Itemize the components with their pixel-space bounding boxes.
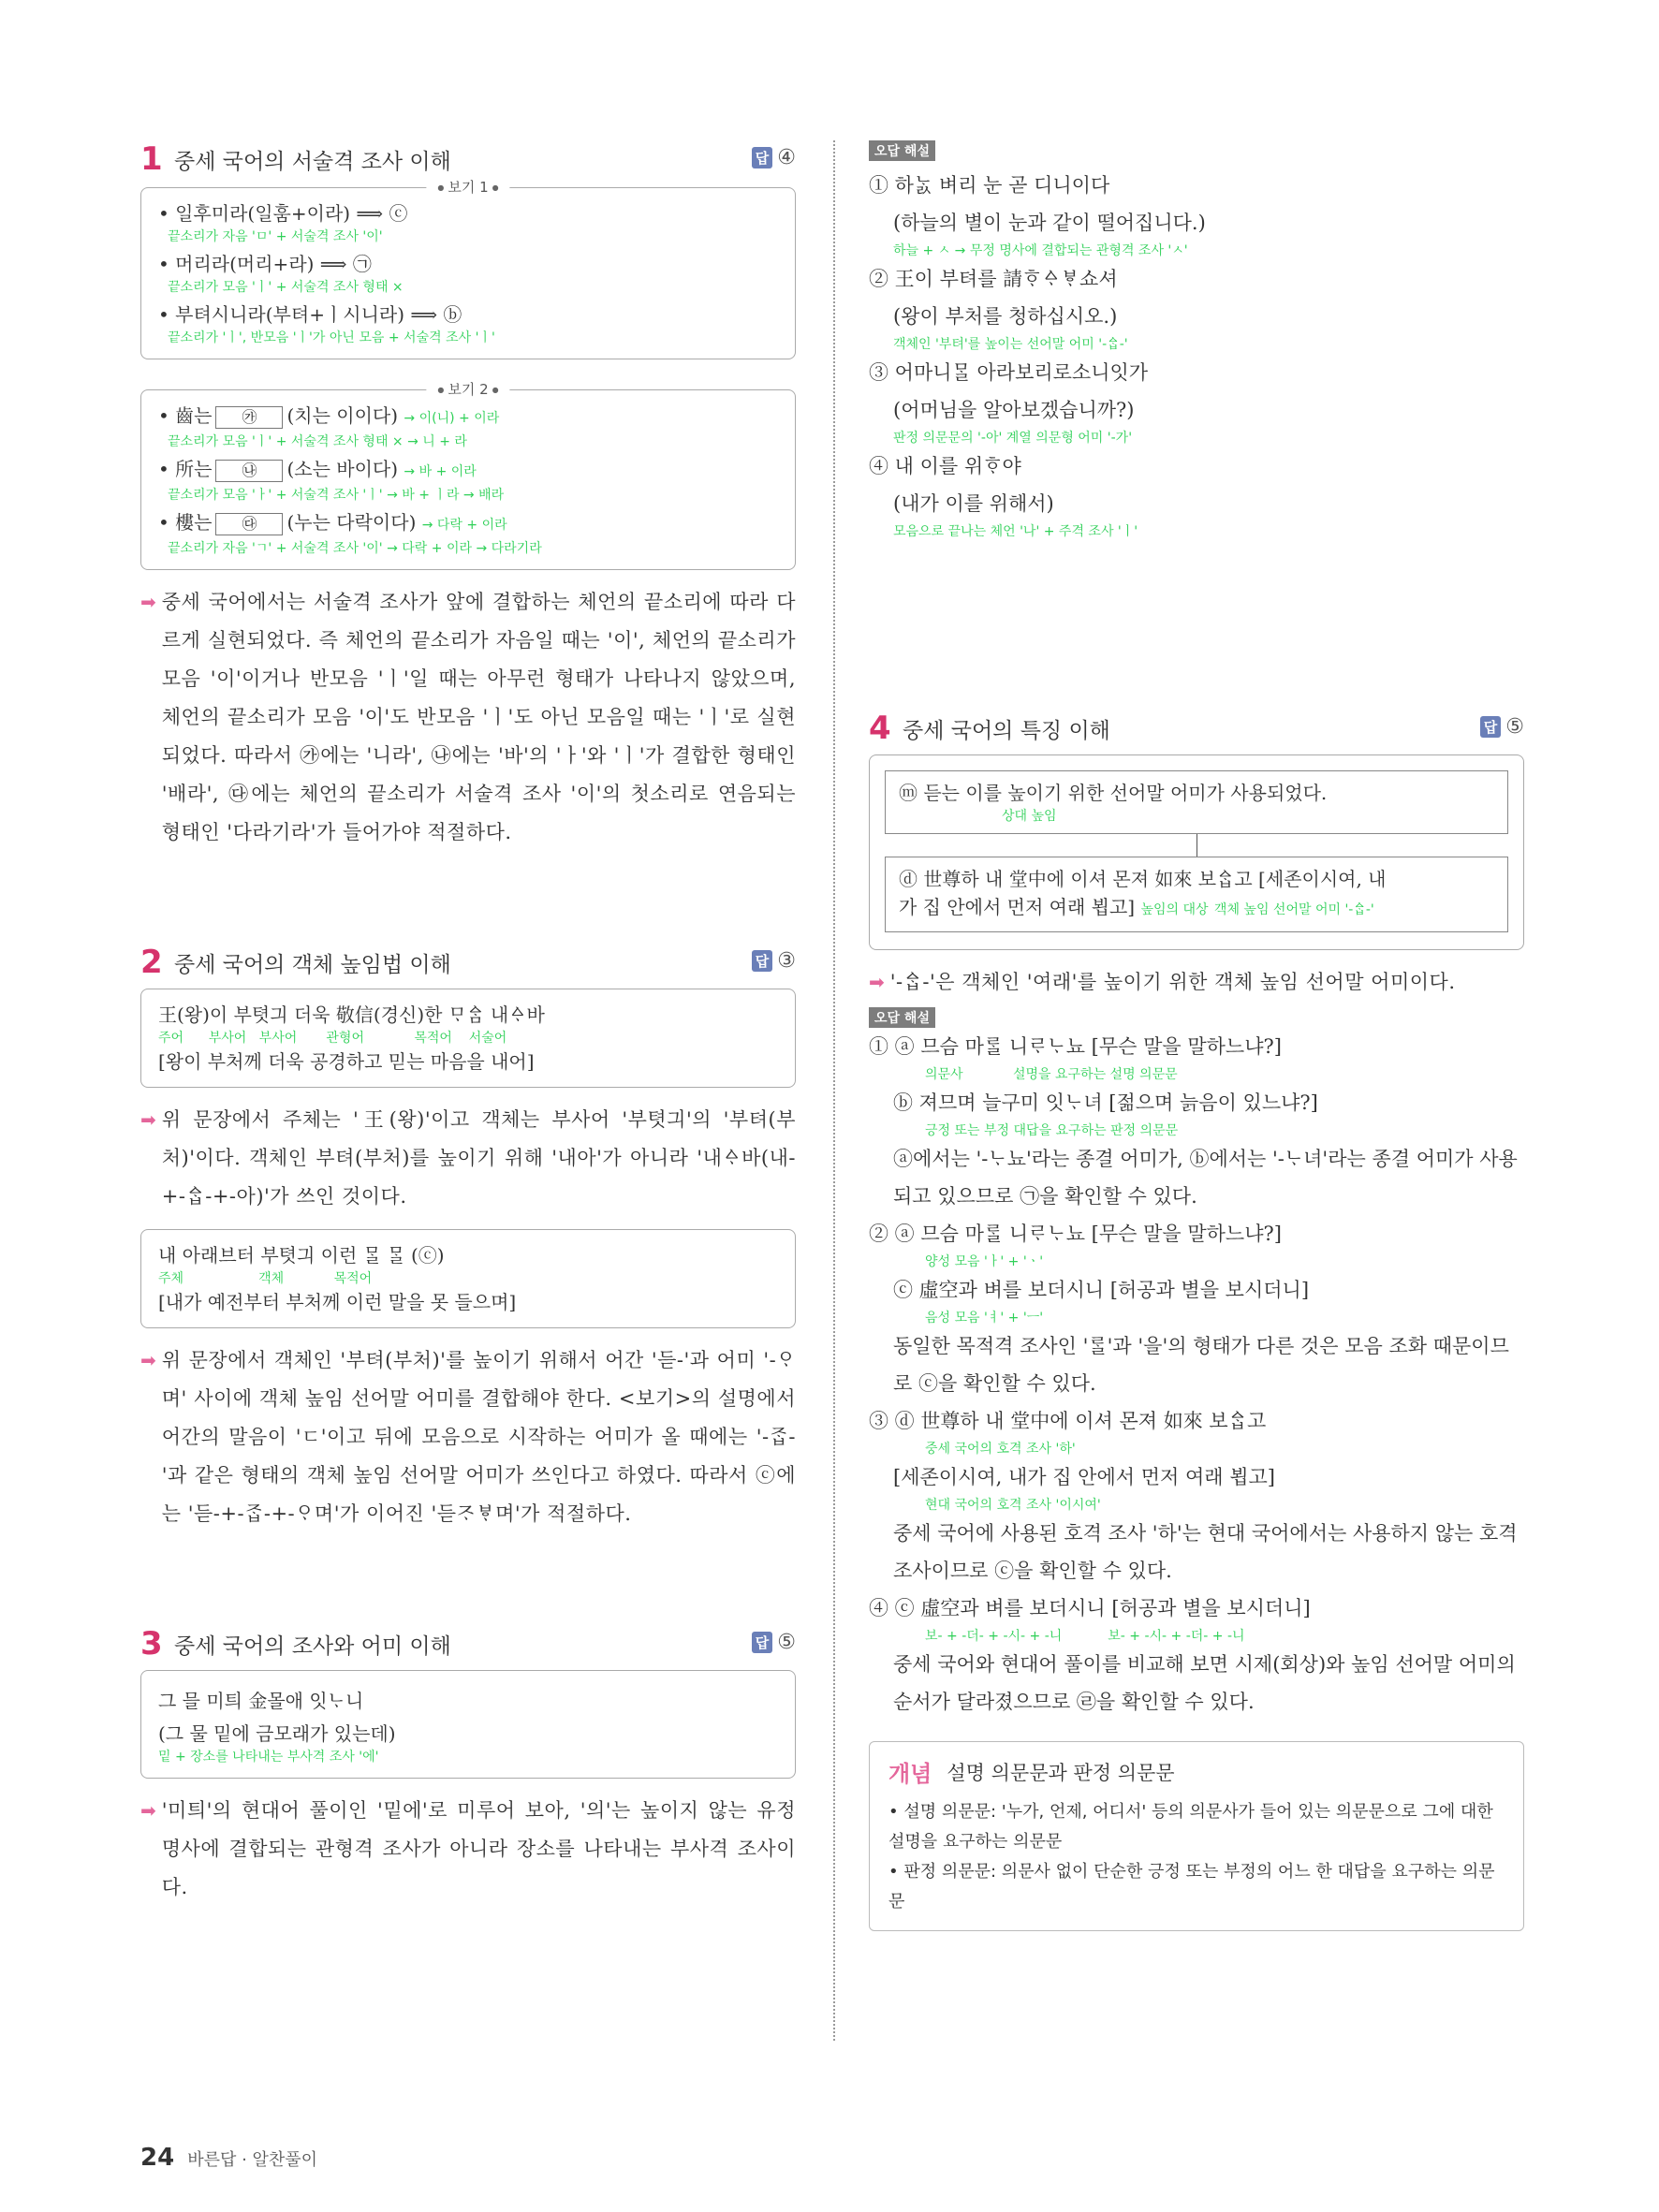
diagram-box xyxy=(869,754,1524,950)
blank-box: ㉰ xyxy=(215,513,283,535)
book-title: 바른답 · 알찬풀이 xyxy=(187,2150,318,2170)
line-prefix: • 所는 xyxy=(158,458,213,480)
explanation-3 xyxy=(140,1792,796,1907)
green-note: 밑 + 장소를 나타내는 부사격 조사 '에' xyxy=(158,1750,379,1765)
explanation-4 xyxy=(869,963,1524,1002)
explanation-text: 위 문장에서 주체는 '王(왕)'이고 객체는 부사어 '부텻긔'의 '부텨(부처)'이다. 객체인 부텨(부처)를 높이기 위해 '내아'가 아니라 '내ᅀᆞ바(내-+-ᅀᆞᆸ-+-아)'가 쓰인 것이다. xyxy=(161,1108,796,1208)
list-item-para: 동일한 목적격 조사인 'ᄅᆞᆯ'과 '을'의 형태가 다른 것은 모음 조화 때문이므로 ⓒ을 확인할 수 있다. xyxy=(893,1335,1509,1395)
example-line xyxy=(158,402,778,432)
section-number: 1 xyxy=(140,140,163,178)
concept-bullet: • 설명 의문문: '누가, 언제, 어디서' 등의 의문사가 들어 있는 의문문으로 그에 대한 설명을 요구하는 의문문 xyxy=(888,1802,1493,1852)
explanation-1 xyxy=(140,583,796,852)
box-label: ● 보기 1 ● xyxy=(426,177,509,197)
list-item: ① ⓐ 므슴 마ᄅᆞᆯ 니ᄅᆞᄂᆞ뇨 [무슨 말을 말하느냐?] xyxy=(869,1035,1282,1058)
answer-value: ④ xyxy=(777,146,796,169)
section-title: 중세 국어의 서술격 조사 이해 xyxy=(174,149,451,174)
green-note: 끝소리가 자음 'ㅁ' + 서술격 조사 '이' xyxy=(168,229,383,244)
answer-badge xyxy=(752,949,796,973)
blank-box: ㉮ xyxy=(215,406,283,429)
concept-body xyxy=(888,1797,1505,1917)
translation: (하늘의 별이 눈과 같이 떨어집니다.) xyxy=(893,212,1206,234)
explanation-text: '-ᅀᆞᆸ-'은 객체인 '여래'를 높이기 위한 객체 높임 선어말 어미이다. xyxy=(889,971,1456,993)
page-number: 24 xyxy=(140,2144,175,2172)
section-3-header xyxy=(140,1623,796,1664)
example-box xyxy=(140,1229,796,1328)
left-column xyxy=(140,139,796,1907)
green-note: 상대 높임 xyxy=(1002,809,1057,824)
column-divider xyxy=(833,140,835,2041)
explanation-text: '미틔'의 현대어 풀이인 '밑에'로 미루어 보아, '의'는 높이지 않는 유정 명사에 결합되는 관형격 조사가 아니라 장소를 나타내는 부사격 조사이다. xyxy=(161,1799,796,1898)
wrong-answer-list xyxy=(869,167,1524,541)
section-number: 4 xyxy=(869,710,891,747)
example-box xyxy=(140,1670,796,1779)
green-note: 긍정 또는 부정 대답을 요구하는 판정 의문문 xyxy=(925,1123,1179,1138)
green-note: 하늘 + ㅅ → 무정 명사에 결합되는 관형격 조사 'ㅅ' xyxy=(893,243,1188,258)
answer-badge xyxy=(752,1631,796,1654)
list-item: ③ ⓓ 世尊하 내 堂中에 이셔 몬져 如來 보ᅀᆞᆸ고 xyxy=(869,1410,1267,1432)
example-line xyxy=(899,893,1494,924)
green-note: 모음으로 끝나는 체언 '나' + 주격 조사 'ㅣ' xyxy=(893,524,1138,539)
explanation-2a xyxy=(140,1101,796,1216)
green-note: 중세 국어의 호격 조사 '하' xyxy=(925,1442,1076,1457)
section-title: 중세 국어의 조사와 어미 이해 xyxy=(174,1633,451,1659)
section-1-header xyxy=(140,139,796,180)
answer-tag: 답 xyxy=(752,950,773,972)
wrong-answer-list xyxy=(869,1028,1524,1721)
statement: ⓜ 듣는 이를 높이기 위한 선어말 어미가 사용되었다. xyxy=(899,782,1328,804)
list-item: ④ ⓒ 虛空과 벼를 보더시니 [허공과 별을 보시더니] xyxy=(869,1597,1311,1619)
example-box-2 xyxy=(140,381,796,570)
green-note: 보- + -더- + -시- + -니 보- + -시- + -더- + -니 xyxy=(925,1629,1245,1644)
arrow-icon: ➡ xyxy=(869,971,885,993)
line-prefix: • 齒는 xyxy=(158,404,213,427)
translation: (그 물 밑에 금모래가 있는데) xyxy=(158,1722,396,1745)
line-prefix: • 樓는 xyxy=(158,511,213,534)
page-footer xyxy=(140,2144,317,2172)
green-inline-note: → 다락 + 이라 xyxy=(421,518,507,533)
section-4-header xyxy=(869,708,1524,749)
list-item: ② ⓐ 므슴 마ᄅᆞᆯ 니ᄅᆞᄂᆞ뇨 [무슨 말을 말하느냐?] xyxy=(869,1223,1282,1245)
green-note: 객체인 '부텨'를 높이는 선어말 어미 '-ᅀᆞᆸ-' xyxy=(893,337,1128,352)
section-number: 3 xyxy=(140,1625,163,1663)
green-note: 끝소리가 모음 'ㅣ' + 서술격 조사 형태 × → 니 + 라 xyxy=(168,434,467,449)
list-item: ⓑ 져므며 늘구미 잇ᄂᆞ녀 [젊으며 늙음이 있느냐?] xyxy=(893,1091,1318,1114)
green-note: 높임의 대상 xyxy=(1140,902,1209,917)
wrong-answer-badge: 오답 해설 xyxy=(869,1007,935,1028)
list-item-para: 중세 국어에 사용된 호격 조사 '하'는 현대 국어에서는 사용하지 않는 호격 조사이므로 ⓒ을 확인할 수 있다. xyxy=(893,1522,1518,1582)
concept-icon: 개념 xyxy=(888,1761,932,1787)
section-title: 중세 국어의 객체 높임법 이해 xyxy=(174,952,451,977)
line-gloss: (소는 바이다) xyxy=(286,458,399,480)
list-item: ④ 내 이를 위ᄒᆞ야 xyxy=(869,455,1021,477)
example-line: • 일후미라(일훔+이라) ⟹ ⓒ xyxy=(158,202,408,225)
section-number: 2 xyxy=(140,944,163,981)
answer-value: ③ xyxy=(777,949,796,973)
green-note: 끝소리가 'ㅣ', 반모음 'ㅣ'가 아닌 모음 + 서술격 조사 'ㅣ' xyxy=(168,330,495,345)
example-line: 그 믈 미틔 金몰애 잇ᄂᆞ니 xyxy=(158,1690,364,1712)
example-box xyxy=(140,989,796,1088)
green-note: 주어 부사어 부사어 관형어 목적어 서술어 xyxy=(158,1031,507,1046)
explanation-text: 중세 국어에서는 서술격 조사가 앞에 결합하는 체언의 끝소리에 따라 다르게 실현되었다. 즉 체언의 끝소리가 자음일 때는 '이', 체언의 끝소리가 모음 '이'이거나 반모음 'ㅣ'일 때는 아무런 형태가 나타나지 않았으며, 체언의 끝소리가 모음 '이'도 반모음 'ㅣ'도 아닌 모음일 때는 'ㅣ'로 실현되었다. 따라서 ㉮에는 '니라', ㉯에는 '바'의 'ㅏ'와 'ㅣ'가 결합한 형태인 '배라', ㉰에는 체언의 끝소리가 서술격 조사 '이'의 첫소리로 연음되는 형태인 '다라기라'가 들어가야 적절하다. xyxy=(161,591,796,843)
answer-badge xyxy=(1480,715,1524,739)
wrong-answer-badge: 오답 해설 xyxy=(869,140,935,161)
arrow-icon: ➡ xyxy=(140,1799,156,1822)
green-note: 음성 모음 'ㅕ' + 'ㅡ' xyxy=(925,1311,1044,1326)
line-gloss: (치는 이이다) xyxy=(286,404,399,427)
green-note: 주체 객체 목적어 xyxy=(158,1271,373,1286)
example-line: 王(왕)이 부텻긔 더욱 敬信(경신)한 ᄆᆞᅀᆞᆷ 내ᅀᆞ바 xyxy=(158,1003,545,1026)
green-note: 끝소리가 모음 'ㅣ' + 서술격 조사 형태 × xyxy=(168,280,404,295)
answer-value: ⑤ xyxy=(777,1631,796,1654)
green-note: 양성 모음 'ㅏ' + 'ㆍ' xyxy=(925,1254,1044,1269)
box-label: ● 보기 2 ● xyxy=(426,379,509,399)
green-note: 의문사 설명을 요구하는 설명 의문문 xyxy=(925,1067,1178,1082)
example-line xyxy=(158,508,778,539)
explanation-text: 위 문장에서 객체인 '부텨(부처)'를 높이기 위해서 어간 '듣-'과 어미 '-ᄋᆞ며' 사이에 객체 높임 선어말 어미를 결합해야 한다. <보기>의 설명에서 어간의 말음이 'ㄷ'이고 뒤에 모음으로 시작하는 어미가 올 때에는 '-ᄌᆞᆸ-'과 같은 형태의 객체 높임 선어말 어미가 쓰인다고 하였다. 따라서 ⓒ에는 '듣-+-ᄌᆞᆸ-+-ᄋᆞ며'가 이어진 '듣ᄌᆞᄫᆞ며'가 적절하다. xyxy=(161,1349,796,1525)
translation: (내가 이를 위해서) xyxy=(893,492,1054,515)
green-inline-note: → 이(니) + 이라 xyxy=(404,411,500,426)
bottom-example-box xyxy=(885,857,1508,932)
line-gloss: (누는 다락이다) xyxy=(286,511,417,534)
example-line: ⓓ 世尊하 내 堂中에 이셔 몬져 如來 보ᅀᆞᆸ고 [세존이시여, 내 xyxy=(899,868,1387,890)
example-line: • 부텨시니라(부텨+ㅣ시니라) ⟹ ⓑ xyxy=(158,303,462,326)
answer-tag: 답 xyxy=(1480,716,1502,738)
list-item: [세존이시여, 내가 집 안에서 먼저 여래 뵙고] xyxy=(893,1466,1275,1488)
example-box-1 xyxy=(140,179,796,359)
answer-tag: 답 xyxy=(752,1632,773,1653)
arrow-icon: ➡ xyxy=(140,1108,156,1131)
example-line: 내 아래브터 부텻긔 이런 ᄆᆞᆯ ᄆᆞᆯ (ⓒ) xyxy=(158,1244,445,1267)
green-inline-note: → 바 + 이라 xyxy=(404,464,477,479)
answer-badge xyxy=(752,146,796,169)
green-note: 현대 국어의 호격 조사 '이시여' xyxy=(925,1498,1101,1513)
concept-title: 설명 의문문과 판정 의문문 xyxy=(947,1761,1175,1784)
blank-box: ㉯ xyxy=(215,460,283,482)
translation: [왕이 부처께 더욱 공경하고 믿는 마음을 내어] xyxy=(158,1050,535,1073)
list-item: ② 王이 부텨를 請ᄒᆞᅀᆞᄫᆞ쇼셔 xyxy=(869,268,1118,290)
translation: (왕이 부처를 청하십시오.) xyxy=(893,305,1118,328)
list-item: ⓒ 虛空과 벼를 보더시니 [허공과 별을 보시더니] xyxy=(893,1279,1310,1301)
translation: (어머님을 알아보겠습니까?) xyxy=(893,399,1135,421)
concept-header xyxy=(888,1755,1505,1788)
explanation-2b xyxy=(140,1341,796,1533)
example-line: • 머리라(머리+라) ⟹ ㉠ xyxy=(158,253,372,275)
top-statement-box xyxy=(885,770,1508,834)
answer-tag: 답 xyxy=(752,147,773,168)
answer-value: ⑤ xyxy=(1505,715,1524,739)
arrow-icon: ➡ xyxy=(140,591,156,613)
right-column xyxy=(869,140,1524,1931)
concept-box xyxy=(869,1741,1524,1931)
section-2-header xyxy=(140,942,796,983)
list-item: ③ 어마니ᄆᆞᆯ 아라보리로소니잇가 xyxy=(869,361,1149,384)
concept-bullet: • 판정 의문문: 의문사 없이 단순한 긍정 또는 부정의 어느 한 대답을 요구하는 의문문 xyxy=(888,1862,1495,1912)
section-title: 중세 국어의 특징 이해 xyxy=(903,718,1110,743)
example-line-cont: 가 집 안에서 먼저 여래 뵙고] xyxy=(899,896,1136,918)
green-note: 끝소리가 모음 'ㅏ' + 서술격 조사 'ㅣ' → 바 + ㅣ라 → 배라 xyxy=(168,488,505,503)
translation: [내가 예전부터 부처께 이런 말을 못 들으며] xyxy=(158,1291,517,1313)
green-note: 객체 높임 선어말 어미 '-ᅀᆞᆸ-' xyxy=(1213,902,1374,917)
example-line xyxy=(158,455,778,486)
list-item-para: ⓐ에서는 '-ᄂᆞ뇨'라는 종결 어미가, ⓑ에서는 '-ᄂᆞ녀'라는 종결 어미가 사용되고 있으므로 ㉠을 확인할 수 있다. xyxy=(893,1148,1518,1208)
arrow-icon: ➡ xyxy=(140,1349,156,1371)
list-item-para: 중세 국어와 현대어 풀이를 비교해 보면 시제(회상)와 높임 선어말 어미의 순서가 달라졌으므로 ㉣을 확인할 수 있다. xyxy=(893,1653,1516,1713)
list-item: ① 하ᄂᆞᆳ 벼리 눈 곧 디니이다 xyxy=(869,174,1110,197)
green-note: 끝소리가 자음 'ㄱ' + 서술격 조사 '이' → 다락 + 이라 → 다라기라 xyxy=(168,541,542,556)
green-note: 판정 의문문의 '-아' 계열 의문형 어미 '-가' xyxy=(893,431,1133,446)
